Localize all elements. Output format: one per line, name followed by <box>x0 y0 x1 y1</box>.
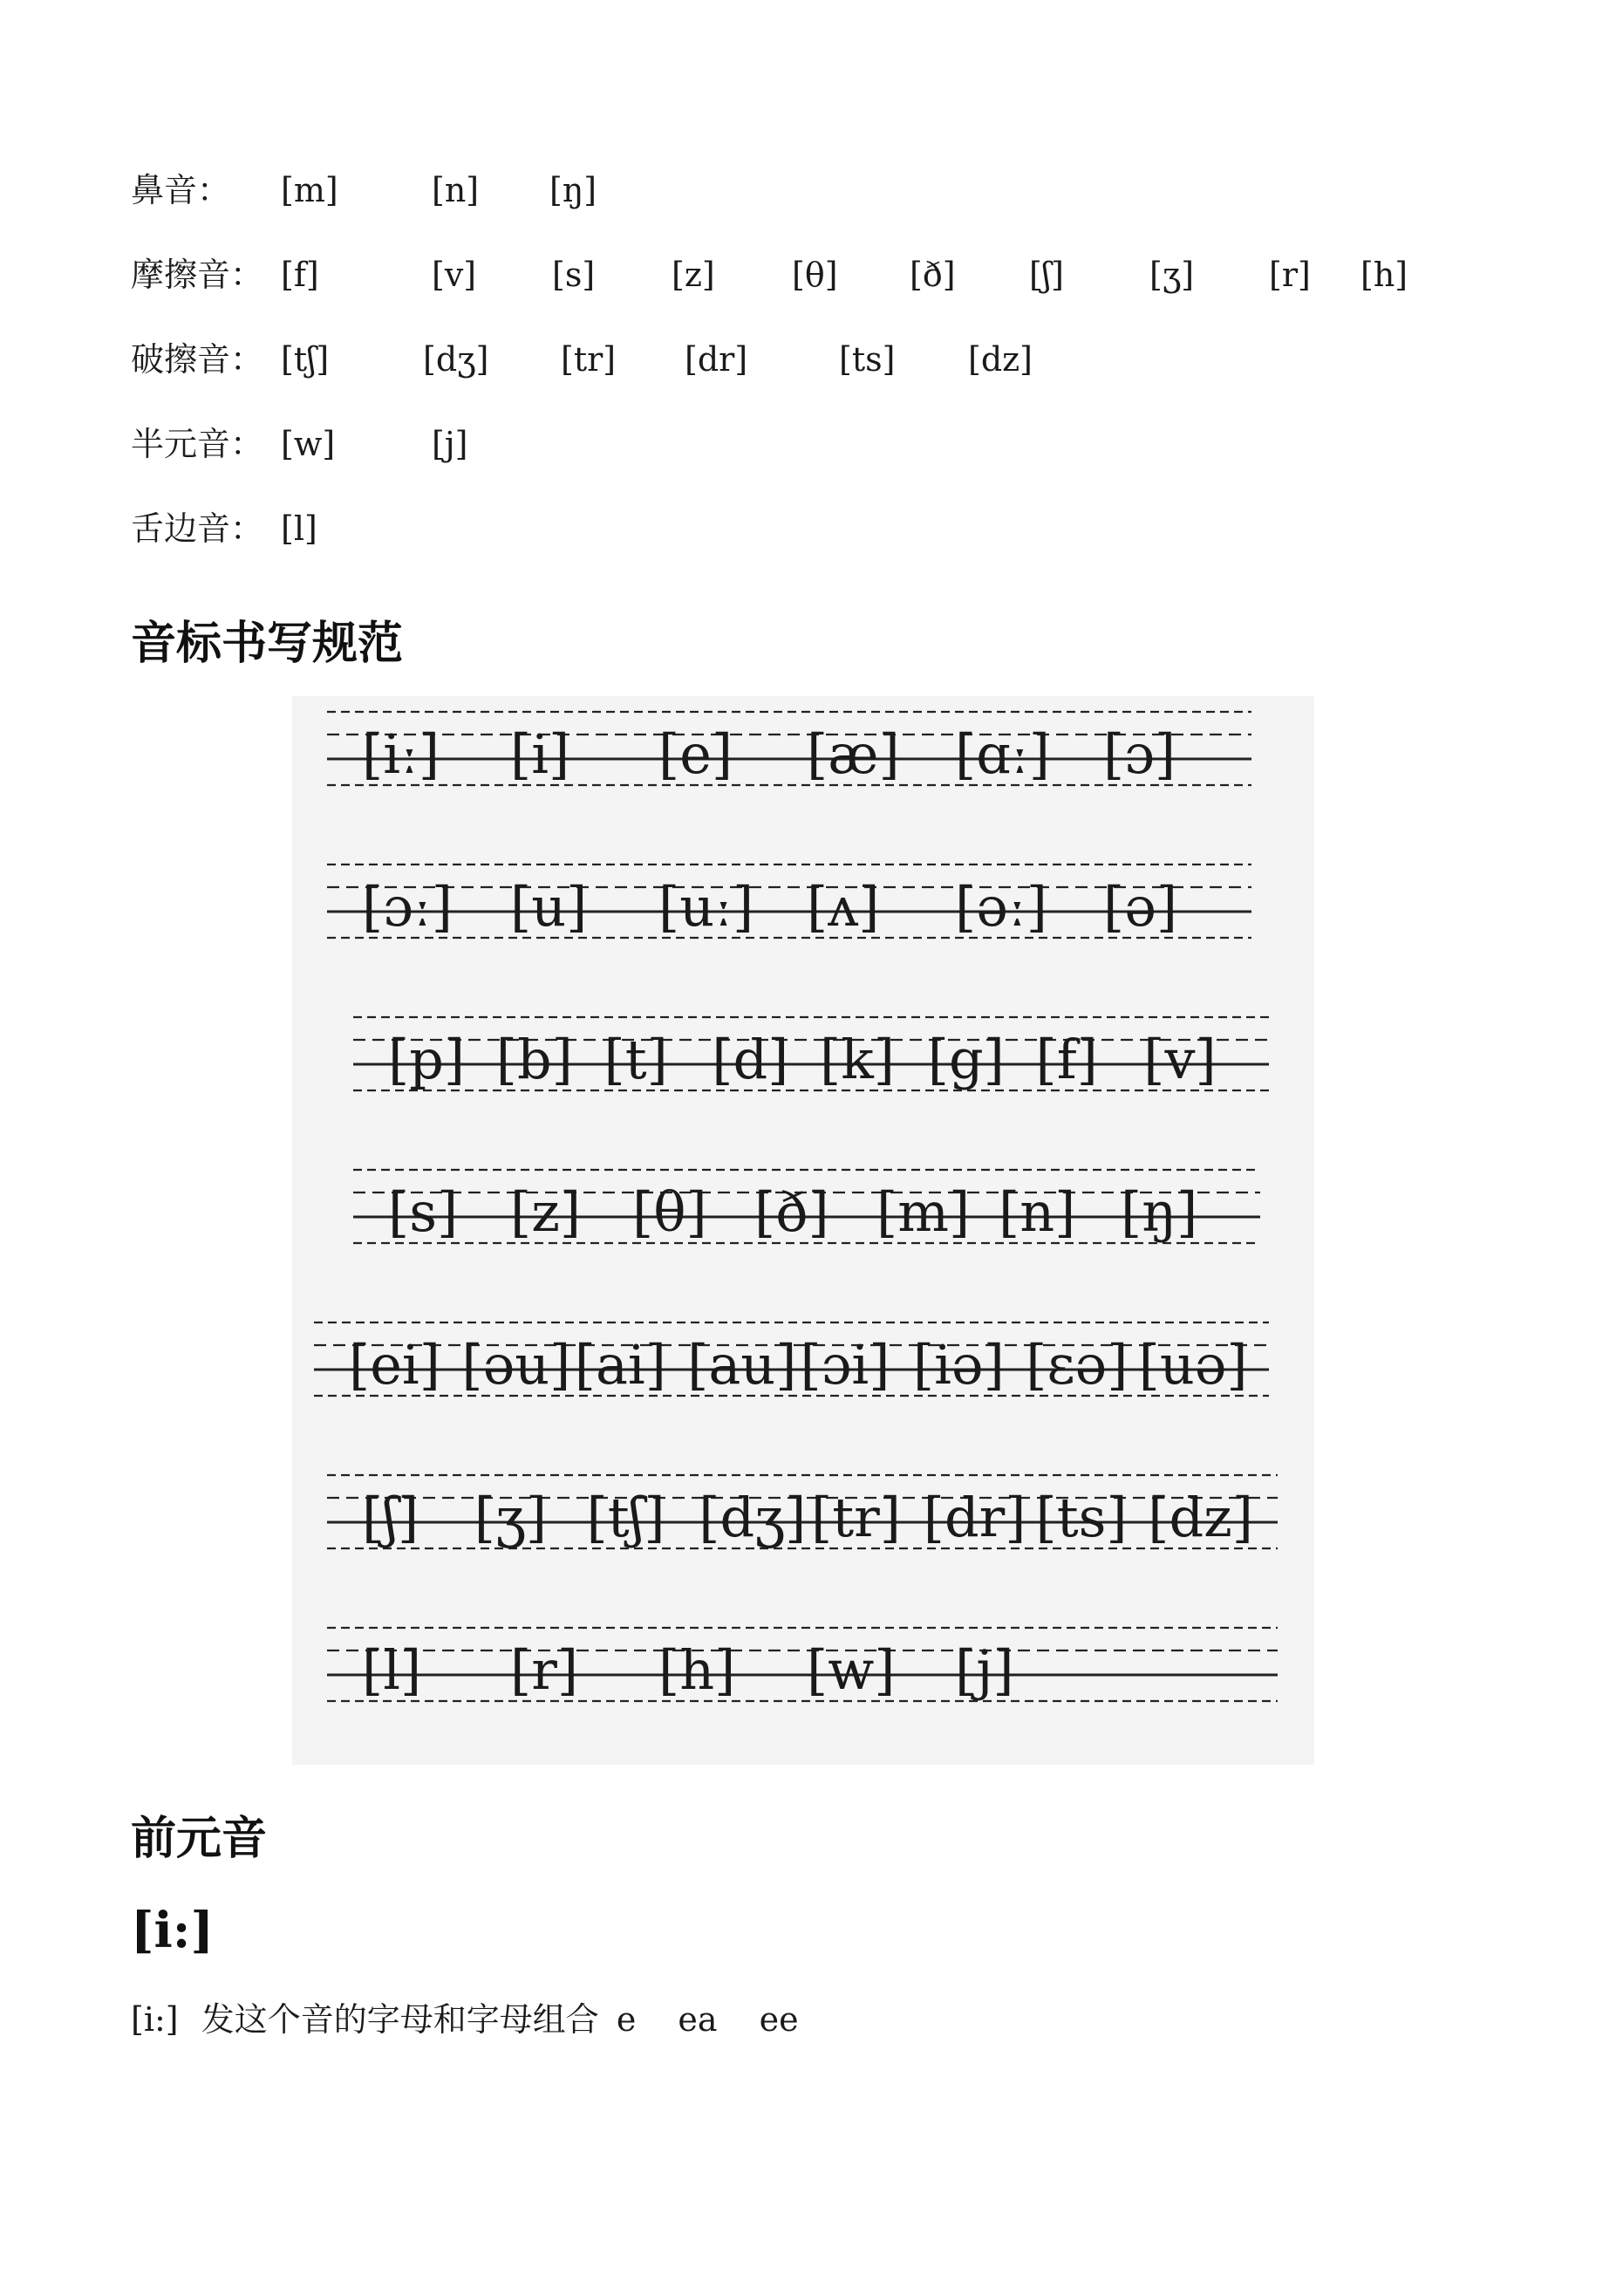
vowel-symbol-heading: [i:] <box>131 1902 214 1959</box>
handwritten-symbol: [m] <box>876 1180 971 1244</box>
handwritten-symbol: [d] <box>712 1028 789 1091</box>
symbol: [m] <box>281 171 338 209</box>
symbol: [ʃ] <box>1029 256 1064 294</box>
handwritten-symbol: [ɔ] <box>1103 722 1176 786</box>
handwritten-symbol: [u] <box>510 875 588 939</box>
handwritten-symbol: [iə] <box>912 1333 1005 1397</box>
handwritten-symbol: [h] <box>658 1638 736 1702</box>
vowel-description-text: 发这个音的字母和字母组合 <box>201 2000 599 2039</box>
row-label: 鼻音： <box>131 171 231 209</box>
section-heading-front-vowels: 前元音 <box>131 1813 268 1865</box>
symbol: [l] <box>281 509 317 548</box>
handwritten-symbol: [æ] <box>807 722 900 786</box>
handwritten-symbol: [dʒ] <box>699 1486 807 1549</box>
handwritten-symbol: [au] <box>687 1333 797 1397</box>
handwritten-symbol: [ts] <box>1035 1486 1128 1549</box>
handwritten-symbol: [ɔː] <box>362 875 453 939</box>
practice-staff <box>327 1628 1278 1702</box>
symbol: [v] <box>432 256 477 294</box>
practice-staff <box>314 1322 1269 1397</box>
handwritten-symbol: [s] <box>388 1180 459 1244</box>
symbol: [j] <box>432 425 468 463</box>
handwritten-symbol: [p] <box>388 1028 466 1091</box>
handwritten-symbol: [n] <box>999 1180 1076 1244</box>
handwritten-symbol: [i] <box>510 722 570 786</box>
handwritten-symbol: [ai] <box>574 1333 666 1397</box>
letter-combo: ea <box>678 2000 718 2039</box>
symbol: [ʒ] <box>1149 256 1195 294</box>
handwritten-symbol: [ɛə] <box>1026 1333 1129 1397</box>
symbol: [h] <box>1360 256 1408 294</box>
letter-combo: ee <box>759 2000 799 2039</box>
handwritten-symbol: [ð] <box>754 1180 829 1244</box>
handwritten-symbol: [f] <box>1035 1028 1098 1091</box>
handwritten-symbol: [l] <box>362 1638 422 1702</box>
practice-staff <box>327 712 1251 786</box>
handwritten-symbol: [əː] <box>955 875 1047 939</box>
handwritten-symbol: [uə] <box>1138 1333 1248 1397</box>
handwritten-symbol: [tʃ] <box>586 1486 665 1549</box>
row-label: 舌边音： <box>131 509 264 548</box>
row-label: 破擦音： <box>131 340 264 379</box>
practice-staff <box>353 1170 1260 1244</box>
row-label: 摩擦音： <box>131 256 264 294</box>
vowel-description <box>131 1993 799 2046</box>
handwritten-symbol: [ə] <box>1103 875 1178 939</box>
handwritten-symbol: [dz] <box>1148 1486 1253 1549</box>
section-heading-writing: 音标书写规范 <box>131 618 404 670</box>
handwritten-symbol: [r] <box>510 1638 579 1702</box>
handwritten-symbol: [ɔi] <box>800 1333 890 1397</box>
handwritten-symbol: [t] <box>604 1028 668 1091</box>
symbol: [dr] <box>685 340 748 379</box>
handwritten-symbol: [k] <box>820 1028 895 1091</box>
handwritten-symbol: [dr] <box>923 1486 1026 1549</box>
symbol: [n] <box>432 171 480 209</box>
symbol: [r] <box>1269 256 1311 294</box>
handwritten-symbol: [g] <box>927 1028 1005 1091</box>
symbol: [f] <box>281 256 319 294</box>
handwritten-symbol: [ʌ] <box>807 875 880 939</box>
letter-combo: e <box>616 2000 637 2039</box>
handwritten-symbol: [əu] <box>461 1333 571 1397</box>
handwritten-symbol: [ŋ] <box>1121 1180 1198 1244</box>
handwritten-symbol: [uː] <box>658 875 754 939</box>
symbol: [ð] <box>910 256 956 294</box>
symbol: [θ] <box>792 256 838 294</box>
symbol: [ts] <box>839 340 896 379</box>
handwritten-symbol: [iː] <box>362 722 440 786</box>
symbol: [dz] <box>968 340 1033 379</box>
practice-staff <box>327 864 1251 939</box>
handwritten-symbol: [j] <box>955 1638 1014 1702</box>
practice-staff <box>327 1475 1278 1549</box>
handwritten-symbol: [ʃ] <box>362 1486 419 1549</box>
symbol: [tʃ] <box>281 340 330 379</box>
handwritten-symbol: [b] <box>495 1028 573 1091</box>
symbol: [ŋ] <box>549 171 597 209</box>
symbol: [z] <box>672 256 715 294</box>
row-label: 半元音： <box>131 425 264 463</box>
handwritten-symbol: [e] <box>658 722 733 786</box>
symbol: [dʒ] <box>423 340 489 379</box>
practice-staff <box>353 1017 1269 1091</box>
symbol: [w] <box>281 425 336 463</box>
vowel-prefix: [i:] <box>131 2000 179 2039</box>
handwritten-symbol: [ʒ] <box>474 1486 548 1549</box>
symbol: [tr] <box>561 340 617 379</box>
handwritten-symbol: [v] <box>1143 1028 1217 1091</box>
handwritten-symbol: [ɑː] <box>955 722 1050 786</box>
handwritten-symbol: [z] <box>510 1180 582 1244</box>
symbol: [s] <box>552 256 596 294</box>
handwritten-symbol: [θ] <box>632 1180 707 1244</box>
handwritten-symbol: [w] <box>807 1638 896 1702</box>
handwriting-practice-image <box>292 696 1314 1765</box>
handwritten-symbol: [tr] <box>811 1486 901 1549</box>
handwritten-symbol: [ei] <box>349 1333 440 1397</box>
